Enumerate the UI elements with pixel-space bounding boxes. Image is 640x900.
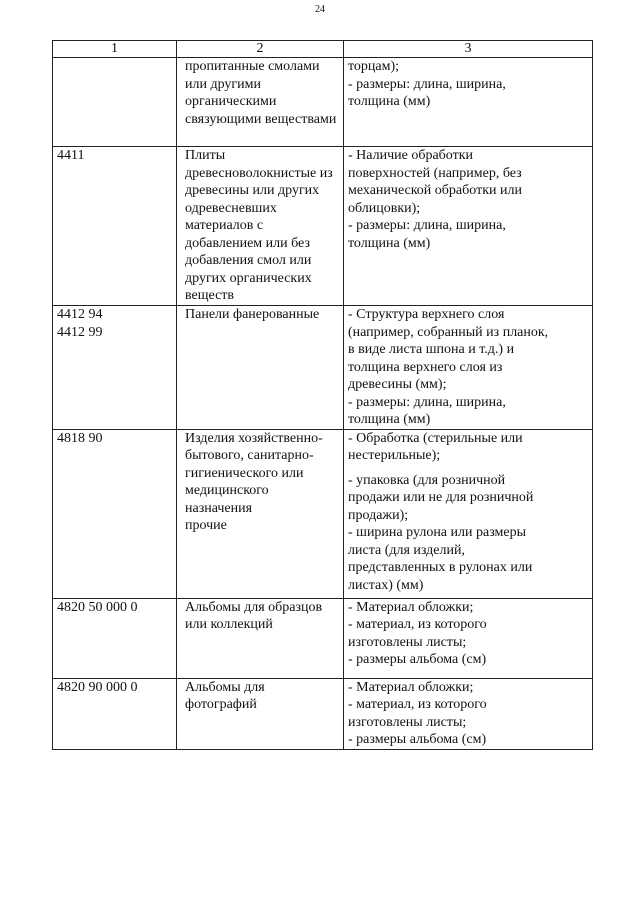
name-cell — [177, 598, 344, 678]
text-line: (например, собранный из планок, — [348, 324, 549, 340]
text-line: изготовлены листы; — [348, 634, 467, 650]
text-line: листа (для изделий, — [348, 542, 465, 558]
header-col-1: 1 — [53, 41, 177, 58]
description-cell — [344, 58, 593, 147]
text-line: древесины (мм); — [348, 377, 447, 392]
text-line: - Наличие обработки — [348, 148, 474, 163]
text-line: веществ — [185, 288, 235, 303]
text-line: нестерильные); — [348, 448, 441, 463]
description-cell — [344, 306, 593, 430]
classification-table — [52, 40, 593, 750]
text-line: - материал, из которого — [348, 697, 487, 712]
text-line: 4411 — [57, 148, 85, 163]
code-cell — [53, 147, 177, 306]
code-cell — [53, 429, 177, 598]
text-line: продажи); — [348, 507, 409, 523]
text-line: или другими — [185, 76, 261, 92]
description-cell — [344, 678, 593, 749]
text-line: - Структура верхнего слоя — [348, 307, 505, 322]
text-line: толщина (мм) — [348, 94, 431, 109]
text-line: - Материал обложки; — [348, 599, 474, 615]
text-line: добавлением или без — [185, 235, 310, 251]
text-line: Плиты — [185, 148, 226, 163]
name-cell — [177, 306, 344, 430]
text-line: гигиенического или — [185, 465, 304, 481]
table-row — [53, 147, 593, 306]
text-line: в виде листа шпона и т.д.) и — [348, 342, 515, 357]
text-line: облицовки); — [348, 200, 421, 216]
text-line: 4820 90 000 0 — [57, 679, 138, 695]
text-line: или коллекций — [185, 617, 273, 632]
text-line: бытового, санитарно- — [185, 448, 314, 463]
text-line: медицинского назначения — [185, 483, 269, 516]
table-row — [53, 598, 593, 678]
text-line: толщина (мм) — [348, 412, 431, 427]
text-line: связующими веществами — [185, 111, 337, 127]
text-line: 4820 50 000 0 — [57, 599, 138, 615]
code-cell — [53, 306, 177, 430]
text-line: - ширина рулона или размеры — [348, 525, 527, 540]
text-line: представленных в рулонах или — [348, 560, 533, 575]
text-line: Изделия хозяйственно- — [185, 430, 323, 446]
text-line: - размеры альбома (см) — [348, 732, 487, 747]
text-line: материалов с — [185, 218, 264, 233]
text-line: Панели фанерованные — [185, 307, 320, 322]
name-cell — [177, 58, 344, 147]
text-line: поверхностей (например, без — [348, 165, 522, 181]
description-cell — [344, 147, 593, 306]
table-row — [53, 429, 593, 598]
text-line: Альбомы для образцов — [185, 599, 323, 615]
text-line: - Обработка (стерильные или — [348, 430, 523, 446]
text-line: древесноволокнистые из — [185, 165, 333, 181]
text-line: 4412 99 — [57, 324, 103, 340]
name-cell — [177, 429, 344, 598]
text-line: Альбомы для фотографий — [185, 679, 265, 712]
table-row — [53, 678, 593, 749]
text-line: продажи или не для розничной — [348, 490, 534, 505]
text-line: - размеры: длина, ширина, — [348, 394, 506, 410]
text-line: толщина верхнего слоя из — [348, 359, 503, 375]
code-cell — [53, 58, 177, 147]
text-line: 4818 90 — [57, 430, 103, 446]
text-line: одревесневших — [185, 200, 277, 216]
description-cell — [344, 429, 593, 598]
text-line: прочие — [185, 518, 227, 533]
text-line: пропитанные смолами — [185, 59, 320, 74]
text-line: толщина (мм) — [348, 235, 431, 251]
table-row — [53, 58, 593, 147]
text-line: древесины или других — [185, 183, 320, 198]
text-line: механической обработки или — [348, 183, 522, 198]
description-cell — [344, 598, 593, 678]
code-cell — [53, 678, 177, 749]
table-row — [53, 306, 593, 430]
table-header-row — [53, 41, 593, 58]
text-line: - размеры альбома (см) — [348, 652, 487, 667]
text-line: - размеры: длина, ширина, — [348, 76, 506, 92]
text-line: добавления смол или — [185, 253, 312, 268]
text-line: 4412 94 — [57, 307, 103, 322]
text-line: листах) (мм) — [348, 577, 424, 593]
text-line: изготовлены листы; — [348, 714, 467, 730]
name-cell — [177, 678, 344, 749]
page-number: 24 — [315, 4, 325, 15]
header-col-2: 2 — [177, 41, 344, 58]
text-line: других органических — [185, 270, 312, 286]
code-cell — [53, 598, 177, 678]
text-line: органическими — [185, 94, 277, 109]
text-line: - размеры: длина, ширина, — [348, 218, 506, 233]
header-col-3: 3 — [344, 41, 593, 58]
text-line: - Материал обложки; — [348, 679, 474, 695]
name-cell — [177, 147, 344, 306]
text-line: - упаковка (для розничной — [348, 472, 506, 488]
text-line: - материал, из которого — [348, 617, 487, 632]
text-line: торцам); — [348, 59, 400, 74]
